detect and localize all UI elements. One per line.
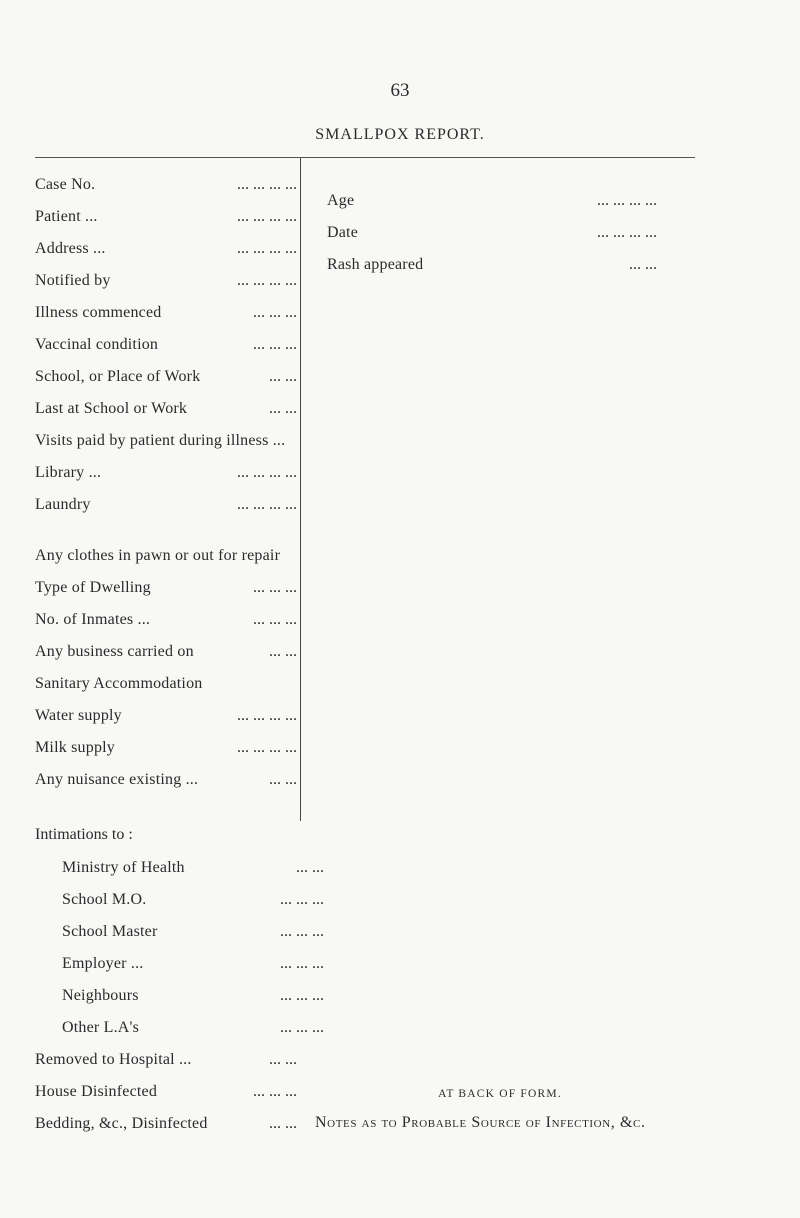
field-no-of-inmates: No. of Inmates ... ... ... ... [35,611,297,628]
field-water-supply: Water supply ... ... ... ... [35,707,297,724]
field-rash-appeared: Rash appeared ... ... [327,256,657,273]
intimations-heading: Intimations to : [35,826,133,843]
field-clothes-in-pawn: Any clothes in pawn or out for repair [35,547,281,564]
top-rule [35,157,695,158]
intimation-school-master: School Master ... ... ... [62,923,324,940]
field-illness-commenced: Illness commenced ... ... ... [35,304,297,321]
field-age: Age ... ... ... ... [327,192,657,209]
field-removed-to-hospital: Removed to Hospital ... ... ... [35,1051,297,1068]
field-visits-paid: Visits paid by patient during illness ... [35,432,286,449]
field-school-place-of-work: School, or Place of Work ... ... [35,368,297,385]
field-last-at-school: Last at School or Work ... ... [35,400,297,417]
field-address: Address ... ... ... ... ... [35,240,297,257]
intimation-employer: Employer ... ... ... ... [62,955,324,972]
field-library: Library ... ... ... ... ... [35,464,297,481]
report-title: SMALLPOX REPORT. [315,126,485,143]
field-business-carried-on: Any business carried on ... ... [35,643,297,660]
field-laundry: Laundry ... ... ... ... [35,496,297,513]
field-bedding-disinfected: Bedding, &c., Disinfected ... ... [35,1115,297,1132]
column-divider [300,158,301,821]
field-type-of-dwelling: Type of Dwelling ... ... ... [35,579,297,596]
back-of-form-note: AT BACK OF FORM. [438,1088,562,1100]
intimation-ministry-of-health: Ministry of Health ... ... [62,859,324,876]
page-number: 63 [390,80,410,101]
field-sanitary-accommodation: Sanitary Accommodation [35,675,203,692]
notes-probable-source: Notes as to Probable Source of Infection, &c. [315,1114,646,1131]
field-date: Date ... ... ... ... [327,224,657,241]
intimation-neighbours: Neighbours ... ... ... [62,987,324,1004]
intimation-school-mo: School M.O. ... ... ... [62,891,324,908]
intimation-other-las: Other L.A's ... ... ... [62,1019,324,1036]
field-nuisance-existing: Any nuisance existing ... ... ... [35,771,297,788]
field-vaccinal-condition: Vaccinal condition ... ... ... [35,336,297,353]
field-house-disinfected: House Disinfected ... ... ... [35,1083,297,1100]
field-milk-supply: Milk supply ... ... ... ... [35,739,297,756]
field-notified-by: Notified by ... ... ... ... [35,272,297,289]
field-case-no: Case No. ... ... ... ... [35,176,297,193]
field-patient: Patient ... ... ... ... ... [35,208,297,225]
